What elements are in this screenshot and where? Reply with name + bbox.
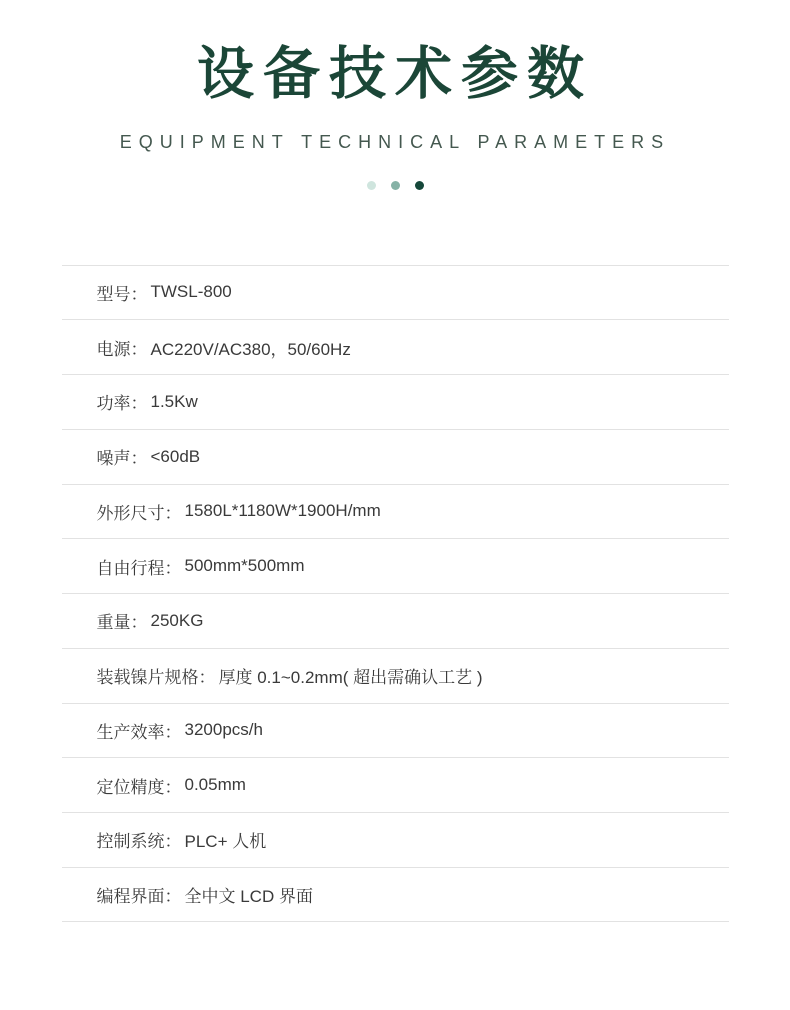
spec-label: 控制系统：: [96, 832, 182, 852]
spec-value: PLC+ 人机: [184, 832, 267, 852]
table-row: [62, 648, 729, 703]
page-subtitle: EQUIPMENT TECHNICAL PARAMETERS: [119, 131, 671, 152]
spec-value: 厚度 0.1~0.2mm( 超出需确认工艺 ): [218, 668, 483, 688]
spec-label: 型号：: [96, 284, 148, 304]
table-row: [62, 374, 729, 429]
table-row: [62, 265, 729, 320]
table-row: [62, 319, 729, 374]
spec-label: 装载镍片规格：: [96, 668, 216, 688]
table-row: [62, 429, 729, 484]
progress-dots: [0, 181, 790, 190]
spec-value: 1580L*1180W*1900H/mm: [184, 501, 381, 521]
spec-table: [62, 265, 729, 922]
progress-dot: [415, 181, 424, 190]
spec-value: 250KG: [150, 610, 204, 630]
progress-dot: [391, 181, 400, 190]
spec-label: 生产效率：: [96, 722, 182, 742]
table-row: [62, 703, 729, 758]
spec-value: AC220V/AC380，50/60Hz: [150, 339, 351, 359]
spec-label: 编程界面：: [96, 886, 182, 906]
spec-label: 功率：: [96, 394, 148, 414]
spec-value: 3200pcs/h: [184, 720, 263, 740]
spec-value: <60dB: [150, 446, 201, 466]
table-row: [62, 757, 729, 812]
table-row: [62, 593, 729, 648]
table-row: [62, 867, 729, 922]
spec-label: 噪声：: [96, 449, 148, 469]
page-title: 设备技术参数: [197, 42, 593, 106]
spec-value: 500mm*500mm: [184, 556, 305, 576]
spec-label: 外形尺寸：: [96, 503, 182, 523]
spec-label: 重量：: [96, 613, 148, 633]
spec-value: TWSL-800: [150, 282, 232, 302]
spec-value: 0.05mm: [184, 775, 246, 795]
spec-label: 电源：: [96, 339, 148, 359]
table-row: [62, 538, 729, 593]
spec-label: 自由行程：: [96, 558, 182, 578]
spec-value: 全中文 LCD 界面: [184, 886, 313, 906]
table-row: [62, 484, 729, 539]
spec-value: 1.5Kw: [150, 391, 198, 411]
spec-label: 定位精度：: [96, 777, 182, 797]
table-row: [62, 812, 729, 867]
progress-dot: [367, 181, 376, 190]
